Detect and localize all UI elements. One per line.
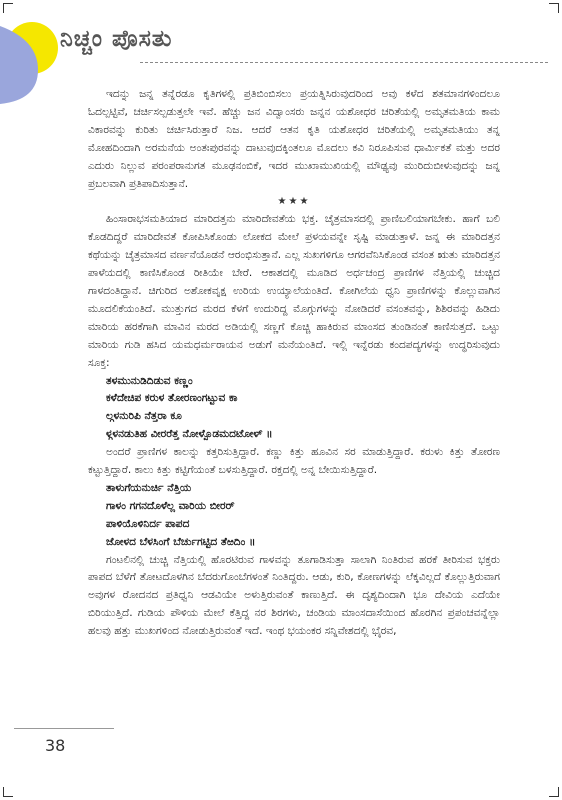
verse-line: ತಾಳುಗೆಯನುರ್ಚಿ ನೆತ್ತಿಯ [106,481,192,494]
footer-rule [14,728,114,729]
main-content [88,86,500,641]
paragraph: ಹಿಂಸಾರಾಭಸಮತಿಯಾದ ಮಾರಿದತ್ತನು ಮಾರಿದೇವತೆಯ ಭಕ್ತ. ಚೈತ್ರಮಾಸದಲ್ಲಿ ಪ್ರಾಣಿಬಲಿಯಾಗಬೇಕು. ಹಾಗೆ ಬಲಿ ಕೊಡದಿದ್ದರೆ ಮಾರಿದೇವತೆ ಕೋಪಿಸಿಕೊಂಡು ಲೋಕದ ಮೇಲೆ ಪ್ರಳಯವನ್ನೇ ಸೃಷ್ಟಿ ಮಾಡುತ್ತಾಳೆ. ಜನ್ನ ಈ ಮಾರಿದತ್ತನ ಕಥೆಯನ್ನು ಚೈತ್ರಮಾಸದ ವರ್ಣನೆಯೊಡನೆ ಆರಂಭಿಸುತ್ತಾನೆ. ಎಲ್ಲ ಸುಖಗಳಿಗೂ ಆಗರವೆನಿಸಿಕೊಂಡ ವಸಂತ ಋತು ಮಾರಿದತ್ತನ ಪಾಳೆಯದಲ್ಲಿ ಕಾಣಿಸಿಕೊಂಡ ರೀತಿಯೇ ಬೇರೆ. ಆಕಾಶದಲ್ಲಿ ಮೂಡಿದ ಅರ್ಧಚಂದ್ರ ಪ್ರಾಣಿಗಳ ನೆತ್ತಿಯಲ್ಲಿ ಚುಚ್ಚಿದ ಗಾಳದಂತಿದ್ದಾನೆ. ಚಿಗುರಿದ ಅಶೋಕವೃಕ್ಷ ಉರಿಯ ಉಯ್ಯಾಲೆಯಂತಿದೆ. ಕೋಗಿಲೆಯ ಧ್ವನಿ ಪ್ರಾಣಿಗಳನ್ನು ಕೊಲ್ಲುವಾಗಿನ ಮೂದಲಿಕೆಯಂತಿದೆ. ಮುತ್ತುಗದ ಮರದ ಕೆಳಗೆ ಉದುರಿದ್ದ ಮೊಗ್ಗುಗಳನ್ನು ನೋಡಿದರೆ ವಸಂತವನ್ನು, ಶಿಶಿರವನ್ನು ಹಿಡಿದು ಮಾರಿಯ ಹರಕೆಗಾಗಿ ಮಾವಿನ ಮರದ ಅಡಿಯಲ್ಲಿ ಸಣ್ಣಗೆ ಕೊಚ್ಚಿ ಹಾಕಿರುವ ಮಾಂಸದ ತುಂಡಿನಂತೆ ಕಾಣಿಸುತ್ತದೆ. ಒಟ್ಟು ಮಾರಿಯ ಗುಡಿ ಹಸಿದ ಯಮಧರ್ಮರಾಯನ ಅಡುಗೆ ಮನೆಯಂತಿದೆ. ಇಲ್ಲಿ ಇನ್ನೆರಡು ಕಂದಪದ್ಯಗಳನ್ನು ಉದ್ಧರಿಸುವುದು ಸೂಕ್ತ: [88,213,500,369]
paragraph: ಇದನ್ನು ಜನ್ನ ತನ್ನೆರಡೂ ಕೃತಿಗಳಲ್ಲಿ ಪ್ರತಿಬಿಂಬಿಸಲು ಪ್ರಯತ್ನಿಸಿರುವುದರಿಂದ ಅವು ಕಳೆದ ಶತಮಾನಗಳಿಂದಲೂ ಓದಲ್ಪಟ್ಟಿವೆ, ಚರ್ಚಿಸಲ್ಪಡುತ್ತಲೇ ಇವೆ. ಹೆಚ್ಚು ಜನ ವಿದ್ವಾಂಸರು ಜನ್ನನ ಯಶೋಧರ ಚರಿತೆಯಲ್ಲಿ ಅಮೃತಮತಿಯ ಕಾಮ ವಿಕಾರವನ್ನು ಕುರಿತು ಚರ್ಚಿಸಿರುತ್ತಾರೆ ನಿಜ. ಆದರೆ ಆತನ ಕೃತಿ ಯಶೋಧರ ಚರಿತೆಯಲ್ಲಿ ಅಮೃತಮತಿಯು ತನ್ನ ಮೋಹದಿಂದಾಗಿ ಅರಮನೆಯ ಅಂತಃಪುರವನ್ನು ದಾಟುವುದಕ್ಕಿಂತಲೂ ಮೊದಲು ಕವಿ ನಿರೂಪಿಸುವ ಧಾರ್ಮಿಕತೆ ಮತ್ತು ಅದರ ಎದುರು ನಿಲ್ಲುವ ಪರಂಪರಾನುಗತ ಮೂಢನಂಬಿಕೆ, ಇದರ ಮುಖಾಮುಖಿಯಲ್ಲಿ ಮೌಢ್ಯವು ಮುರಿದುಬೀಳುವುದನ್ನು ಜನ್ನ ಪ್ರಬಲವಾಗಿ ಪ್ರತಿಪಾದಿಸುತ್ತಾನೆ. [88,88,500,190]
section-separator: ★★★ [277,196,311,208]
verse-line: ಜೋಳದ ಬೆಳಸಿಂಗೆ ಬೆರ್ಚುಗಟ್ಟಿದ ತೆಱದಿಂ ॥ [106,535,256,548]
verse-line: ಲ್ಗಳನುರಿಪಿ ನೆತ್ತರಾ ಕೂ [106,410,182,423]
crop-mark-top-right [549,3,559,13]
crop-mark-bottom-left [3,787,13,797]
paragraph: ಅಂದರೆ ಪ್ರಾಣಿಗಳ ಕಾಲನ್ನು ಕತ್ತರಿಸುತ್ತಿದ್ದಾರೆ. ಕಣ್ಣು ಕಿತ್ತು ಹೂವಿನ ಸರ ಮಾಡುತ್ತಿದ್ದಾರೆ. ಕರುಳು ಕಿತ್ತು ತೋರಣ ಕಟ್ಟುತ್ತಿದ್ದಾರೆ. ಕಾಲು ಕಿತ್ತು ಕಟ್ಟಿಗೆಯಂತೆ ಬಳಸುತ್ತಿದ್ದಾರೆ. ರಕ್ತದಲ್ಲಿ ಅನ್ನ ಬೇಯಿಸುತ್ತಿದ್ದಾರೆ. [88,446,500,477]
page-number: 38 [45,736,66,755]
verse-line: ಳ್ಗಳನಡುತಿಹ ವೀರರೆತ್ತ ನೋಳ್ಪೊಡಮದಟೋಳ್ ॥ [106,428,273,441]
section-title: ನಿಚ್ಚಂ ಪೊಸತು [60,26,173,52]
paragraph: ಗಂಟಲಿನಲ್ಲಿ ಚುಚ್ಚಿ ನೆತ್ತಿಯಲ್ಲಿ ಹೊರಟಿರುವ ಗಾಳವನ್ನು ತೂಗಾಡಿಸುತ್ತಾ ಸಾಲಾಗಿ ನಿಂತಿರುವ ಹರಕೆ ತೀರಿಸುವ ಭಕ್ತರು ಪಾಪದ ಬೆಳೆಗೆ ತೋಟದೊಳಗಿನ ಬೆದರುಗೊಂಬೆಗಳಂತೆ ನಿಂತಿದ್ದರು. ಆಡು, ಕುರಿ, ಕೋಣಗಳನ್ನು ಲೆಕ್ಕವಿಲ್ಲದೆ ಕೊಲ್ಲುತ್ತಿರುವಾಗ ಅವುಗಳ ರೋದನದ ಪ್ರತಿಧ್ವನಿ ಆಡವಿಯೇ ಅಳುತ್ತಿರುವಂತೆ ಕಾಣುತ್ತಿದೆ. ಈ ದೃಶ್ಯದಿಂದಾಗಿ ಭೂ ದೇವಿಯ ಎದೆಯೇ ಬಿರಿಯುತ್ತಿದೆ. ಗುಡಿಯ ಪೌಳಿಯ ಮೇಲೆ ಕೆತ್ತಿದ್ದ ನರ ಶಿರಗಳು, ಚಂಡಿಯ ಮಾಂಸದಾಸೆಯಿಂದ ಹೊರಗಿನ ಪ್ರಪಂಚವನ್ನೆಲ್ಲಾ ಹಲವು ಹತ್ತು ಮುಖಗಳಿಂದ ನೋಡುತ್ತಿರುವಂತೆ ಇದೆ. ಇಂಥ ಭಯಂಕರ ಸನ್ನಿವೇಶದಲ್ಲಿ ಭೈರವ, [88,553,500,638]
corner-decoration [0,0,60,110]
header-dashed-rule [140,62,548,63]
verse-line: ಕಳೆದೇಚಿಪ ಕರುಳ ತೋರಣಂಗಟ್ಟುವ ಕಾ [106,392,238,405]
crop-mark-bottom-right [549,787,559,797]
verse-line: ಪಾಳಿಯೊಳಿನಿರ್ದ ಪಾಪದ [106,517,190,530]
verse-line: ಗಾಳಂ ಗಗನದೊಳೆಲ್ಲ ವಾರಿಯ ಬೀರರ್ [106,499,235,512]
verse-line: ತಳಮುನುಡಿದಿಡುವ ಕಣ್ಣಂ [106,374,193,387]
